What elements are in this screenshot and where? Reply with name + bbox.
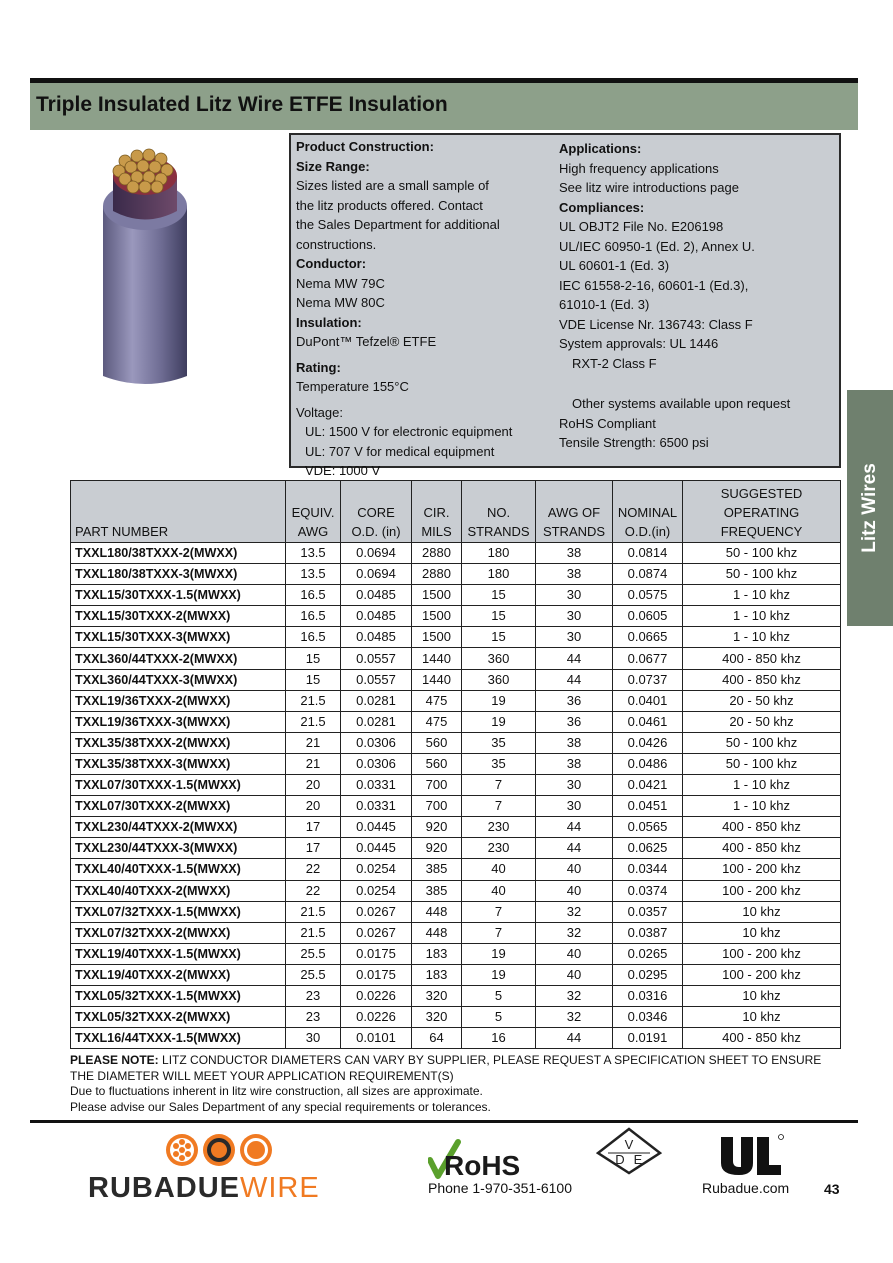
table-row	[71, 838, 841, 859]
page-number: 43	[824, 1181, 840, 1197]
table-cell: 0.0485	[341, 606, 412, 627]
table-cell: 22	[286, 880, 341, 901]
table-cell: 0.0226	[341, 1007, 412, 1028]
table-cell: 44	[536, 817, 613, 838]
table-row	[71, 564, 841, 585]
column-header: SUGGESTED OPERATING FREQUENCY	[683, 481, 841, 543]
compliances-heading: Compliances:	[559, 199, 645, 215]
compliance-line: IEC 61558-2-16, 60601-1 (Ed.3),	[559, 277, 749, 293]
logo-circles-icon	[164, 1132, 276, 1168]
svg-text:E: E	[633, 1152, 643, 1167]
conductor-line: Nema MW 80C	[296, 295, 385, 310]
part-number-cell: TXXL16/44TXXX-1.5(MWXX)	[71, 1028, 286, 1049]
table-cell: 1 - 10 khz	[683, 775, 841, 796]
table-cell: 2880	[412, 564, 462, 585]
table-cell: 0.0267	[341, 901, 412, 922]
table-cell: 38	[536, 543, 613, 564]
table-cell: 0.0267	[341, 922, 412, 943]
table-row	[71, 901, 841, 922]
table-cell: 10 khz	[683, 901, 841, 922]
applications-heading: Applications:	[559, 141, 642, 156]
table-cell: 10 khz	[683, 985, 841, 1006]
table-cell: 44	[536, 669, 613, 690]
table-cell: 0.0101	[341, 1028, 412, 1049]
table-cell: 0.0485	[341, 585, 412, 606]
table-cell: 19	[462, 711, 536, 732]
table-cell: 1 - 10 khz	[683, 606, 841, 627]
part-number-cell: TXXL180/38TXXX-2(MWXX)	[71, 543, 286, 564]
cable-image	[75, 136, 230, 391]
table-row	[71, 796, 841, 817]
part-number-cell: TXXL07/30TXXX-2(MWXX)	[71, 796, 286, 817]
table-cell: 0.0737	[613, 669, 683, 690]
table-cell: 30	[536, 796, 613, 817]
side-tab-label: Litz Wires	[859, 463, 880, 553]
table-cell: 40	[536, 859, 613, 880]
table-row	[71, 753, 841, 774]
logo-wordmark: RUBADUEWIRE	[88, 1172, 320, 1204]
rohs-compliant-line: RoHS Compliant	[559, 415, 656, 431]
table-cell: 10 khz	[683, 922, 841, 943]
table-cell: 1500	[412, 606, 462, 627]
conductor-heading: Conductor:	[296, 256, 367, 271]
table-cell: 21.5	[286, 690, 341, 711]
title-bar	[30, 83, 858, 130]
table-cell: 560	[412, 732, 462, 753]
table-cell: 16.5	[286, 606, 341, 627]
table-body	[71, 543, 841, 1049]
table-row	[71, 985, 841, 1006]
table-cell: 400 - 850 khz	[683, 838, 841, 859]
info-left-column	[296, 137, 558, 481]
table-cell: 21.5	[286, 711, 341, 732]
table-cell: 16.5	[286, 627, 341, 648]
table-row	[71, 922, 841, 943]
table-cell: 0.0295	[613, 964, 683, 985]
table-cell: 38	[536, 753, 613, 774]
ul-recognized-mark-icon	[717, 1133, 785, 1177]
table-cell: 0.0421	[613, 775, 683, 796]
table-cell: 0.0265	[613, 943, 683, 964]
table-row	[71, 669, 841, 690]
table-cell: 0.0387	[613, 922, 683, 943]
table-cell: 0.0445	[341, 838, 412, 859]
rating-heading: Rating:	[296, 359, 341, 375]
please-note-label: PLEASE NOTE:	[70, 1053, 159, 1067]
note-line: Due to fluctuations inherent in litz wire construction, all sizes are approximate.	[70, 1084, 483, 1098]
table-cell: 20	[286, 796, 341, 817]
part-number-cell: TXXL05/32TXXX-2(MWXX)	[71, 1007, 286, 1028]
table-header-row	[71, 481, 841, 543]
column-header: CIR. MILS	[412, 481, 462, 543]
voltage-heading: Voltage:	[296, 404, 343, 420]
applications-line: See litz wire introductions page	[559, 180, 739, 195]
table-cell: 0.0254	[341, 880, 412, 901]
part-number-cell: TXXL180/38TXXX-3(MWXX)	[71, 564, 286, 585]
compliance-line: 61010-1 (Ed. 3)	[559, 297, 650, 312]
table-cell: 40	[536, 943, 613, 964]
table-cell: 0.0486	[613, 753, 683, 774]
table-cell: 100 - 200 khz	[683, 943, 841, 964]
table-row	[71, 964, 841, 985]
rxt-line: RXT-2 Class F	[572, 355, 657, 371]
table-cell: 0.0357	[613, 901, 683, 922]
table-cell: 44	[536, 1028, 613, 1049]
table-cell: 0.0694	[341, 564, 412, 585]
table-cell: 16.5	[286, 585, 341, 606]
table-cell: 44	[536, 838, 613, 859]
table-row	[71, 775, 841, 796]
part-number-cell: TXXL19/40TXXX-2(MWXX)	[71, 964, 286, 985]
please-note	[70, 1053, 840, 1084]
table-cell: 25.5	[286, 964, 341, 985]
part-number-cell: TXXL19/36TXXX-2(MWXX)	[71, 690, 286, 711]
table-cell: 0.0175	[341, 943, 412, 964]
phone-number: Phone 1-970-351-6100	[428, 1180, 573, 1196]
table-cell: 5	[462, 1007, 536, 1028]
table-cell: 50 - 100 khz	[683, 753, 841, 774]
table-cell: 0.0451	[613, 796, 683, 817]
table-cell: 0.0226	[341, 985, 412, 1006]
table-cell: 1 - 10 khz	[683, 627, 841, 648]
table-cell: 475	[412, 690, 462, 711]
column-header: NO. STRANDS	[462, 481, 536, 543]
notes-block	[70, 1053, 840, 1115]
table-cell: 36	[536, 711, 613, 732]
table-cell: 64	[412, 1028, 462, 1049]
table-cell: 23	[286, 1007, 341, 1028]
table-cell: 1500	[412, 585, 462, 606]
table-cell: 16	[462, 1028, 536, 1049]
table-cell: 35	[462, 732, 536, 753]
table-cell: 1500	[412, 627, 462, 648]
part-number-cell: TXXL360/44TXXX-3(MWXX)	[71, 669, 286, 690]
table-cell: 0.0401	[613, 690, 683, 711]
table-cell: 0.0575	[613, 585, 683, 606]
part-number-cell: TXXL19/36TXXX-3(MWXX)	[71, 711, 286, 732]
table-cell: 448	[412, 901, 462, 922]
part-number-cell: TXXL15/30TXXX-3(MWXX)	[71, 627, 286, 648]
table-cell: 17	[286, 817, 341, 838]
size-range-line: Sizes listed are a small sample of	[296, 178, 489, 193]
table-cell: 40	[462, 859, 536, 880]
table-cell: 180	[462, 543, 536, 564]
table-cell: 0.0605	[613, 606, 683, 627]
table-cell: 0.0814	[613, 543, 683, 564]
table-cell: 35	[462, 753, 536, 774]
insulation-value: DuPont™ Tefzel® ETFE	[296, 334, 437, 349]
size-range-line: constructions.	[296, 236, 377, 252]
bottom-rule	[30, 1120, 858, 1123]
table-cell: 475	[412, 711, 462, 732]
table-cell: 385	[412, 880, 462, 901]
table-cell: 19	[462, 964, 536, 985]
table-cell: 32	[536, 922, 613, 943]
table-cell: 50 - 100 khz	[683, 564, 841, 585]
column-header: CORE O.D. (in)	[341, 481, 412, 543]
table-cell: 25.5	[286, 943, 341, 964]
table-cell: 19	[462, 690, 536, 711]
insulation-heading: Insulation:	[296, 314, 362, 330]
table-row	[71, 943, 841, 964]
table-row	[71, 585, 841, 606]
table-cell: 448	[412, 922, 462, 943]
table-cell: 19	[462, 943, 536, 964]
table-row	[71, 543, 841, 564]
rohs-logo	[428, 1138, 540, 1180]
table-cell: 36	[536, 690, 613, 711]
compliance-line: UL OBJT2 File No. E206198	[559, 219, 724, 234]
table-cell: 700	[412, 775, 462, 796]
part-number-cell: TXXL05/32TXXX-1.5(MWXX)	[71, 985, 286, 1006]
table-cell: 183	[412, 964, 462, 985]
compliance-line: UL/IEC 60950-1 (Ed. 2), Annex U.	[559, 238, 755, 254]
side-tab-litz-wires	[847, 390, 893, 626]
voltage-line: UL: 1500 V for electronic equipment	[305, 424, 513, 439]
table-cell: 360	[462, 648, 536, 669]
table-cell: 44	[536, 648, 613, 669]
table-cell: 0.0557	[341, 648, 412, 669]
table-cell: 10 khz	[683, 1007, 841, 1028]
table-cell: 0.0445	[341, 817, 412, 838]
other-systems-line: Other systems available upon request	[572, 396, 791, 411]
table-cell: 0.0557	[341, 669, 412, 690]
table-cell: 0.0625	[613, 838, 683, 859]
table-cell: 7	[462, 796, 536, 817]
svg-text:V: V	[624, 1137, 634, 1152]
size-range-line: the Sales Department for additional	[296, 217, 500, 232]
table-row	[71, 648, 841, 669]
table-cell: 40	[536, 964, 613, 985]
table-row	[71, 817, 841, 838]
table-row	[71, 880, 841, 901]
table-cell: 21.5	[286, 901, 341, 922]
table-cell: 183	[412, 943, 462, 964]
table-row	[71, 690, 841, 711]
table-cell: 38	[536, 564, 613, 585]
product-info-box	[289, 133, 841, 478]
table-cell: 20 - 50 khz	[683, 690, 841, 711]
table-cell: 400 - 850 khz	[683, 1028, 841, 1049]
table-cell: 22	[286, 859, 341, 880]
table-cell: 0.0677	[613, 648, 683, 669]
vde-mark-icon	[596, 1127, 662, 1175]
table-cell: 700	[412, 796, 462, 817]
table-row	[71, 859, 841, 880]
part-number-cell: TXXL35/38TXXX-3(MWXX)	[71, 753, 286, 774]
part-number-cell: TXXL07/30TXXX-1.5(MWXX)	[71, 775, 286, 796]
applications-line: High frequency applications	[559, 160, 719, 176]
column-header: NOMINAL O.D.(in)	[613, 481, 683, 543]
conductor-line: Nema MW 79C	[296, 275, 385, 291]
table-cell: 20 - 50 khz	[683, 711, 841, 732]
table-cell: 32	[536, 985, 613, 1006]
table-cell: 400 - 850 khz	[683, 669, 841, 690]
table-cell: 0.0281	[341, 711, 412, 732]
size-range-line: the litz products offered. Contact	[296, 197, 483, 213]
table-cell: 0.0346	[613, 1007, 683, 1028]
table-cell: 17	[286, 838, 341, 859]
table-cell: 920	[412, 817, 462, 838]
table-cell: 1 - 10 khz	[683, 585, 841, 606]
table-cell: 400 - 850 khz	[683, 648, 841, 669]
table-cell: 320	[412, 1007, 462, 1028]
table-cell: 15	[462, 585, 536, 606]
table-cell: 0.0565	[613, 817, 683, 838]
table-cell: 0.0874	[613, 564, 683, 585]
table-cell: 21	[286, 753, 341, 774]
column-header: PART NUMBER	[71, 481, 286, 543]
part-number-cell: TXXL07/32TXXX-2(MWXX)	[71, 922, 286, 943]
table-cell: 30	[536, 627, 613, 648]
product-construction-heading: Product Construction:	[296, 139, 434, 154]
table-cell: 0.0254	[341, 859, 412, 880]
table-cell: 0.0191	[613, 1028, 683, 1049]
table-cell: 50 - 100 khz	[683, 732, 841, 753]
table-row	[71, 627, 841, 648]
table-cell: 1440	[412, 648, 462, 669]
svg-text:D: D	[615, 1152, 625, 1167]
table-cell: 100 - 200 khz	[683, 964, 841, 985]
svg-text:RoHS: RoHS	[444, 1150, 521, 1180]
table-cell: 38	[536, 732, 613, 753]
table-row	[71, 1007, 841, 1028]
column-header: AWG OF STRANDS	[536, 481, 613, 543]
table-cell: 1 - 10 khz	[683, 796, 841, 817]
table-row	[71, 711, 841, 732]
spec-table	[70, 480, 841, 1049]
table-cell: 5	[462, 985, 536, 1006]
part-number-cell: TXXL35/38TXXX-2(MWXX)	[71, 732, 286, 753]
part-number-cell: TXXL40/40TXXX-2(MWXX)	[71, 880, 286, 901]
table-cell: 32	[536, 901, 613, 922]
table-cell: 13.5	[286, 543, 341, 564]
table-cell: 21.5	[286, 922, 341, 943]
part-number-cell: TXXL360/44TXXX-2(MWXX)	[71, 648, 286, 669]
table-cell: 0.0374	[613, 880, 683, 901]
note-line: Please advise our Sales Department of any special requirements or tolerances.	[70, 1099, 491, 1114]
table-row	[71, 606, 841, 627]
table-cell: 0.0331	[341, 796, 412, 817]
table-cell: 0.0665	[613, 627, 683, 648]
voltage-line: UL: 707 V for medical equipment	[305, 443, 495, 459]
voltage-line: VDE: 1000 V	[305, 463, 381, 478]
table-cell: 0.0316	[613, 985, 683, 1006]
info-right-column	[559, 139, 839, 453]
table-cell: 100 - 200 khz	[683, 880, 841, 901]
compliance-line: System approvals: UL 1446	[559, 336, 719, 351]
table-cell: 15	[462, 627, 536, 648]
table-cell: 7	[462, 775, 536, 796]
rating-value: Temperature 155°C	[296, 379, 409, 394]
compliance-line: UL 60601-1 (Ed. 3)	[559, 258, 670, 273]
table-cell: 360	[462, 669, 536, 690]
table-cell: 13.5	[286, 564, 341, 585]
table-cell: 560	[412, 753, 462, 774]
table-cell: 7	[462, 922, 536, 943]
table-cell: 30	[536, 775, 613, 796]
table-cell: 30	[286, 1028, 341, 1049]
table-cell: 230	[462, 817, 536, 838]
table-cell: 0.0306	[341, 753, 412, 774]
table-cell: 0.0461	[613, 711, 683, 732]
part-number-cell: TXXL230/44TXXX-2(MWXX)	[71, 817, 286, 838]
size-range-heading: Size Range:	[296, 158, 370, 174]
tensile-line: Tensile Strength: 6500 psi	[559, 435, 709, 450]
table-cell: 180	[462, 564, 536, 585]
rubadue-logo	[88, 1132, 363, 1207]
table-cell: 0.0485	[341, 627, 412, 648]
column-header: EQUIV. AWG	[286, 481, 341, 543]
table-cell: 15	[462, 606, 536, 627]
compliance-line: VDE License Nr. 136743: Class F	[559, 316, 753, 332]
table-cell: 0.0694	[341, 543, 412, 564]
table-cell: 1440	[412, 669, 462, 690]
table-cell: 20	[286, 775, 341, 796]
table-cell: 0.0306	[341, 732, 412, 753]
table-cell: 920	[412, 838, 462, 859]
page-title: Triple Insulated Litz Wire ETFE Insulation	[36, 93, 448, 116]
part-number-cell: TXXL230/44TXXX-3(MWXX)	[71, 838, 286, 859]
table-cell: 320	[412, 985, 462, 1006]
table-cell: 2880	[412, 543, 462, 564]
table-cell: 100 - 200 khz	[683, 859, 841, 880]
table-cell: 23	[286, 985, 341, 1006]
table-cell: 15	[286, 669, 341, 690]
table-cell: 40	[536, 880, 613, 901]
table-cell: 50 - 100 khz	[683, 543, 841, 564]
table-row	[71, 732, 841, 753]
table-cell: 30	[536, 585, 613, 606]
table-cell: 230	[462, 838, 536, 859]
part-number-cell: TXXL40/40TXXX-1.5(MWXX)	[71, 859, 286, 880]
website: Rubadue.com	[702, 1180, 790, 1196]
part-number-cell: TXXL19/40TXXX-1.5(MWXX)	[71, 943, 286, 964]
table-cell: 400 - 850 khz	[683, 817, 841, 838]
table-cell: 21	[286, 732, 341, 753]
table-cell: 30	[536, 606, 613, 627]
table-row	[71, 1028, 841, 1049]
table-cell: 0.0331	[341, 775, 412, 796]
please-note-text: LITZ CONDUCTOR DIAMETERS CAN VARY BY SUPPLIER, PLEASE REQUEST A SPECIFICATION SHEET TO ENSURE THE DIAMETER WILL MEET YOUR APPLICATION REQUIREMENT(S)	[70, 1053, 822, 1083]
table-cell: 0.0281	[341, 690, 412, 711]
table-cell: 385	[412, 859, 462, 880]
table-cell: 32	[536, 1007, 613, 1028]
table-cell: 0.0175	[341, 964, 412, 985]
table-cell: 15	[286, 648, 341, 669]
part-number-cell: TXXL15/30TXXX-1.5(MWXX)	[71, 585, 286, 606]
table-cell: 7	[462, 901, 536, 922]
table-cell: 0.0426	[613, 732, 683, 753]
part-number-cell: TXXL07/32TXXX-1.5(MWXX)	[71, 901, 286, 922]
part-number-cell: TXXL15/30TXXX-2(MWXX)	[71, 606, 286, 627]
table-cell: 0.0344	[613, 859, 683, 880]
table-cell: 40	[462, 880, 536, 901]
